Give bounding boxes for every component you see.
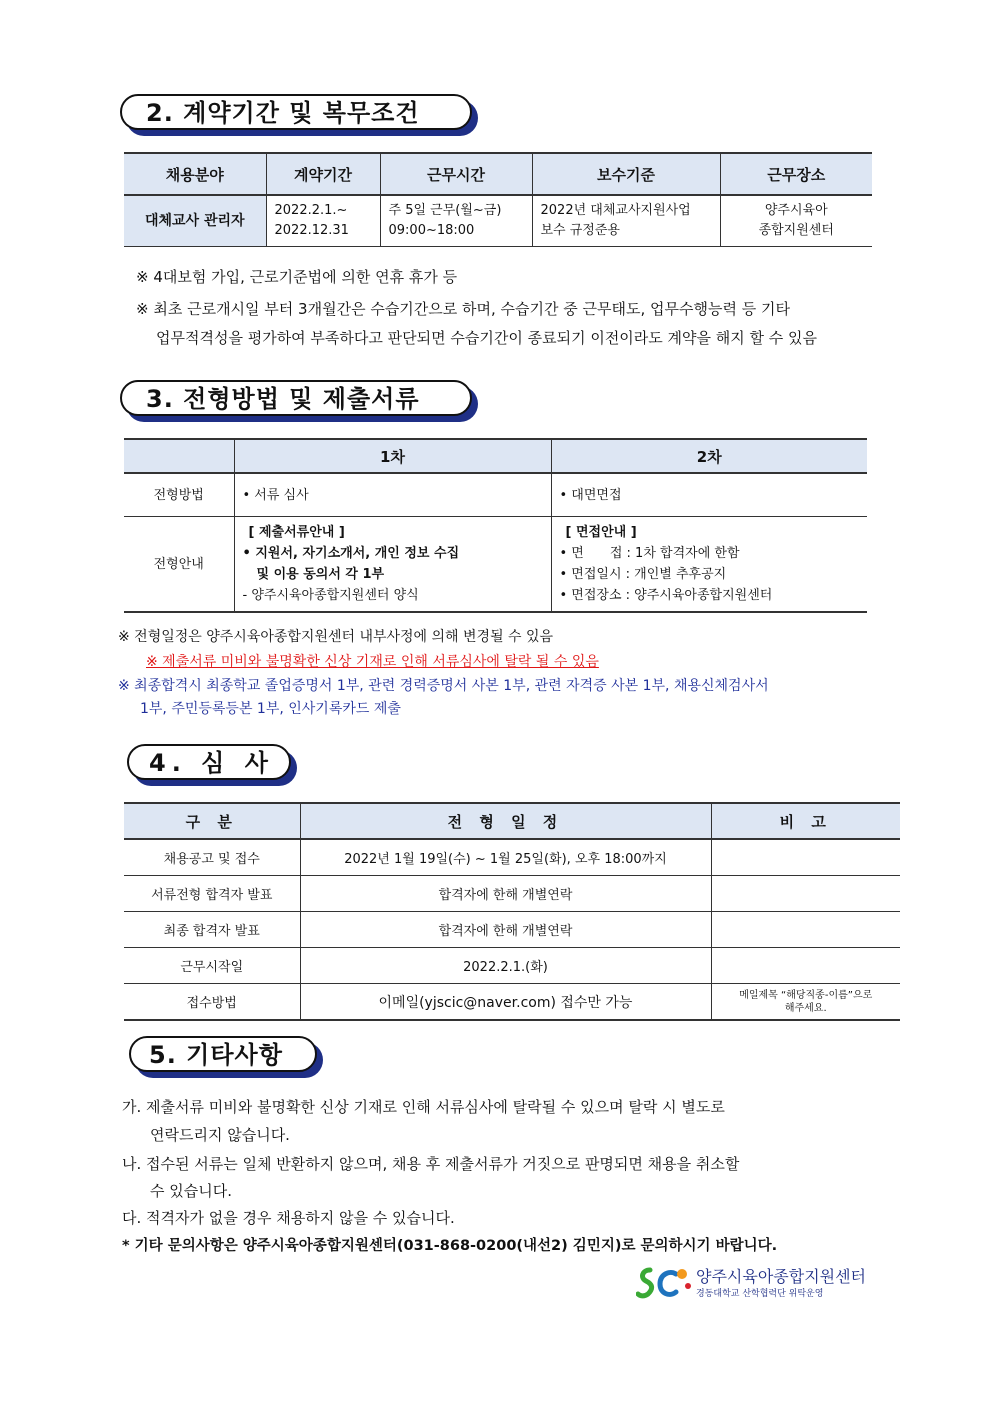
logo-name: 양주시육아종합지원센터 (696, 1267, 867, 1286)
review-label: 근무시작일 (124, 948, 300, 984)
contract-pay-line1: 2022년 대체교사지원사업 (540, 203, 691, 218)
table-row (124, 876, 900, 912)
contract-data-row (124, 195, 872, 247)
selection-method-label: 전형방법 (124, 473, 234, 517)
section-3-title: 3. 전형방법 및 제출서류 (120, 380, 472, 416)
docs-guide-item1-cont: 및 이용 동의서 각 1부 (256, 567, 385, 582)
contract-period-start: 2022.2.1.~ (274, 203, 348, 218)
contract-hours (380, 195, 532, 247)
contract-place-line1: 양주시육아 (764, 203, 828, 218)
selection-table (124, 438, 867, 613)
review-schedule: 2022년 1월 19일(수) ~ 1월 25일(화), 오후 18:00까지 (300, 839, 711, 876)
selection-method-row (124, 473, 867, 517)
contract-header-cell: 계약기간 (266, 153, 380, 195)
etc-item-na: 나. 접수된 서류는 일체 반환하지 않으며, 채용 후 제출서류가 거짓으로 판명되면 채용을 취소할 (122, 1155, 740, 1173)
review-note (711, 912, 900, 948)
selection-guide-row (124, 517, 867, 613)
selection-header-second: 2차 (551, 439, 867, 473)
review-table (124, 802, 900, 1021)
contract-place-line2: 종합지원센터 (758, 223, 834, 238)
table-row (124, 912, 900, 948)
review-note (711, 984, 900, 1021)
interview-guide (551, 517, 867, 613)
review-schedule: 합격자에 한해 개별연락 (300, 876, 711, 912)
review-header-row (124, 803, 900, 839)
review-note (711, 839, 900, 876)
selection-header-first: 1차 (234, 439, 551, 473)
selection-header-row (124, 439, 867, 473)
review-note (711, 948, 900, 984)
table-row (124, 948, 900, 984)
selection-method-second: • 대면면접 (551, 473, 867, 517)
etc-item-na-cont: 수 있습니다. (150, 1182, 232, 1200)
review-label: 접수방법 (124, 984, 300, 1021)
etc-contact: * 기타 문의사항은 양주시육아종합지원센터(031-868-0200(내선2) 김민지)로 문의하시기 바랍니다. (122, 1238, 778, 1254)
review-schedule: 2022.2.1.(화) (300, 948, 711, 984)
contract-field: 대체교사 관리자 (124, 195, 266, 247)
review-label: 채용공고 및 접수 (124, 839, 300, 876)
selection-note-final: ※ 최종합격시 최종학교 졸업증명서 1부, 관련 경력증명서 사본 1부, 관련 자격증 사본 1부, 채용신체검사서 (118, 678, 769, 694)
docs-guide-title: [ 제출서류안내 ] (248, 525, 345, 540)
section-5-heading (129, 1036, 317, 1072)
contract-hours-days: 주 5일 근무(월~금) (388, 203, 502, 218)
contract-header-cell: 근무시간 (380, 153, 532, 195)
review-header-cell: 전 형 일 정 (300, 803, 711, 839)
contract-pay (532, 195, 720, 247)
review-header-cell: 비 고 (711, 803, 900, 839)
review-label: 서류전형 합격자 발표 (124, 876, 300, 912)
org-logo (636, 1264, 876, 1300)
docs-guide-item1: • 지원서, 자기소개서, 개인 정보 수집 (242, 546, 460, 561)
logo-c-shape (660, 1272, 676, 1294)
section-2-heading (120, 94, 472, 130)
section-4-heading (127, 744, 291, 780)
contract-header-cell: 근무장소 (720, 153, 872, 195)
interview-guide-item1: • 면 접 : 1차 합격자에 한함 (559, 546, 740, 561)
review-header-cell: 구 분 (124, 803, 300, 839)
selection-method-first: • 서류 심사 (234, 473, 551, 517)
contract-period-end: 2022.12.31 (274, 223, 349, 238)
contract-header-cell: 채용분야 (124, 153, 266, 195)
logo-s-shape (638, 1270, 652, 1296)
contract-table (124, 152, 872, 247)
logo-subtitle: 경동대학교 산학협력단 위탁운영 (696, 1289, 824, 1299)
selection-guide-label: 전형안내 (124, 517, 234, 613)
contract-pay-line2: 보수 규정준용 (540, 223, 620, 238)
interview-guide-item3: • 면접장소 : 양주시육아종합지원센터 (559, 588, 773, 603)
selection-header-blank (124, 439, 234, 473)
review-note (711, 876, 900, 912)
review-note-line1: 메일제목 “해당직종-이름”으로 (739, 989, 873, 1001)
contract-note-probation: ※ 최초 근로개시일 부터 3개월간은 수습기간으로 하며, 수습기간 중 근무태도, 업무수행능력 등 기타 (136, 300, 790, 318)
review-note-line2: 해주세요. (784, 1002, 827, 1014)
docs-guide (234, 517, 551, 613)
interview-guide-title: [ 면접안내 ] (565, 525, 637, 540)
section-3-heading (120, 380, 472, 416)
logo-dot-orange (677, 1269, 687, 1279)
review-label: 최종 합격자 발표 (124, 912, 300, 948)
table-row (124, 984, 900, 1021)
contract-note-insurance: ※ 4대보험 가입, 근로기준법에 의한 연휴 휴가 등 (136, 268, 458, 286)
docs-guide-item2: - 양주시육아종합지원센터 양식 (242, 588, 419, 603)
contract-header-cell: 보수기준 (532, 153, 720, 195)
selection-note-warning: ※ 제출서류 미비와 불명확한 신상 기재로 인해 서류심사에 탈락 될 수 있음 (146, 654, 599, 670)
section-5-title: 5. 기타사항 (129, 1036, 317, 1072)
contract-header-row (124, 153, 872, 195)
section-4-title: 4. 심 사 (127, 744, 291, 780)
review-schedule: 합격자에 한해 개별연락 (300, 912, 711, 948)
etc-item-ga-cont: 연락드리지 않습니다. (150, 1126, 290, 1144)
etc-item-ga: 가. 제출서류 미비와 불명확한 신상 기재로 인해 서류심사에 탈락될 수 있으며 탈락 시 별도로 (122, 1098, 725, 1116)
selection-note-schedule: ※ 전형일정은 양주시육아종합지원센터 내부사정에 의해 변경될 수 있음 (118, 629, 554, 645)
section-2-title: 2. 계약기간 및 복무조건 (120, 94, 472, 130)
contract-note-probation-cont: 업무적격성을 평가하여 부족하다고 판단되면 수습기간이 종료되기 이전이라도 계약을 해지 할 수 있음 (156, 329, 818, 347)
etc-item-da: 다. 적격자가 없을 경우 채용하지 않을 수 있습니다. (122, 1209, 455, 1227)
selection-note-final-cont: 1부, 주민등록등본 1부, 인사기록카드 제출 (140, 701, 401, 717)
interview-guide-item2: • 면접일시 : 개인별 추후공지 (559, 567, 727, 582)
logo-mark-icon (636, 1264, 694, 1300)
contract-place (720, 195, 872, 247)
contract-period (266, 195, 380, 247)
contract-hours-time: 09:00~18:00 (388, 223, 475, 238)
review-schedule: 이메일(yjscic@naver.com) 접수만 가능 (300, 984, 711, 1021)
logo-dot-red (685, 1283, 691, 1289)
table-row (124, 839, 900, 876)
